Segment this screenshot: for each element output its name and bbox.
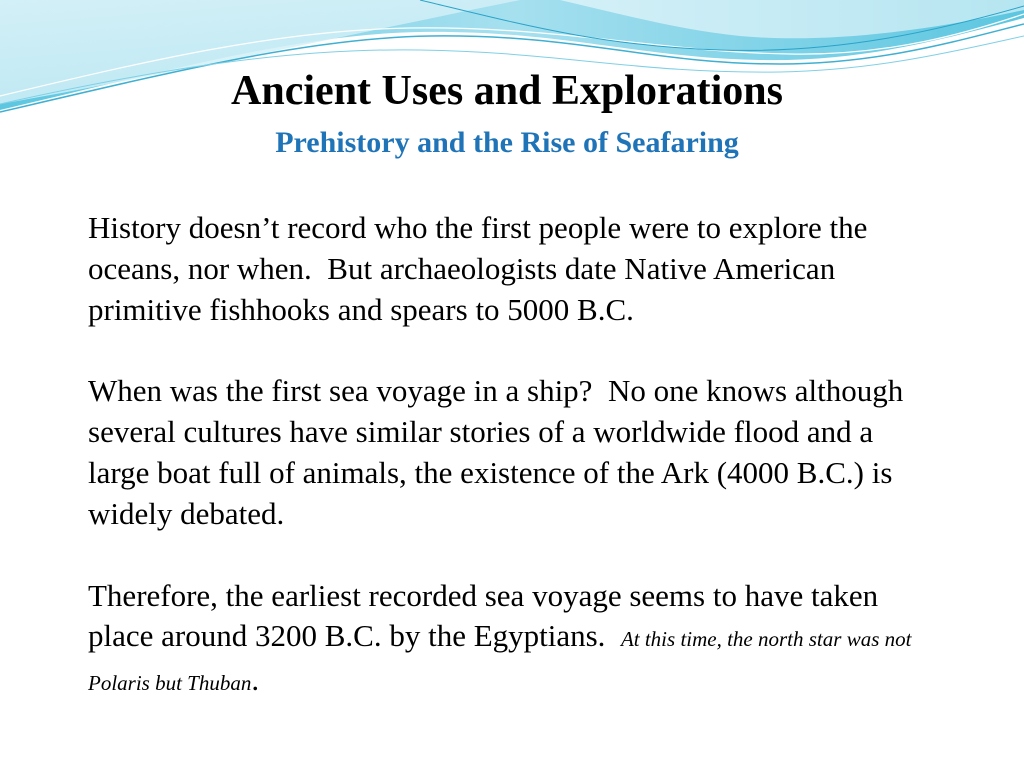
slide-title: Ancient Uses and Explorations <box>231 68 783 114</box>
paragraph-1: History doesn’t record who the first people were to explore the oceans, nor when. But archaeologists date Native American primitive fishhooks and spears to 5000 B.C. <box>88 210 868 327</box>
paragraph-3-end: . <box>251 662 260 698</box>
paragraph-3-text: Therefore, the earliest recorded sea voyage seems to have taken place around 3200 B.C. by the Egyptians. <box>88 577 879 654</box>
paragraph-2: When was the first sea voyage in a ship? No one knows although several cultures have similar stories of a worldwide flood and a large boat full of animals, the existence of the Ark (4000 B.C.) is widely debated. <box>88 373 904 531</box>
slide-body <box>88 208 918 704</box>
paragraph-3 <box>88 576 918 704</box>
paragraph-3-note: At this time, the north star was not Polaris but Thuban <box>88 627 912 696</box>
slide-subtitle: Prehistory and the Rise of Seafaring <box>275 126 739 159</box>
